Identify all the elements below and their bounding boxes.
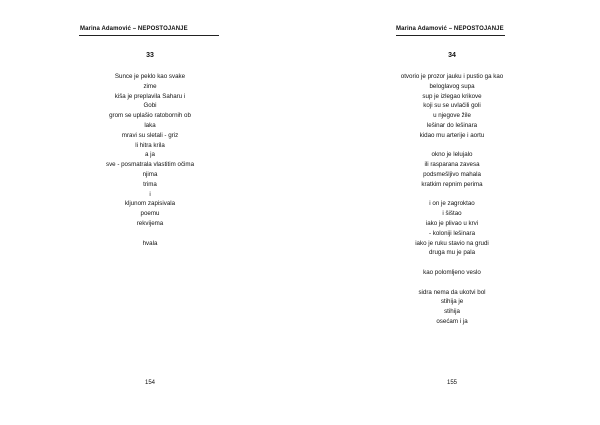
poem-line: li hitra krila	[135, 141, 165, 149]
poem-line: sup je izlegao krikove	[422, 92, 482, 100]
poem-number: 33	[146, 52, 154, 59]
poem-line	[352, 278, 552, 288]
poem-text	[50, 72, 250, 248]
poem-line: poemu	[140, 210, 160, 218]
poem-line: kljunom zapisivala	[124, 200, 176, 208]
poem-line: mravi su sletali - griz	[121, 131, 179, 139]
poem-line	[352, 190, 552, 200]
poem-line: kratkim repnim perima	[421, 180, 483, 188]
header-rule	[396, 35, 505, 36]
poem-line: laka	[144, 121, 156, 129]
right-page	[300, 0, 600, 425]
poem-line	[352, 258, 552, 268]
poem-number: 34	[448, 52, 456, 59]
poem-line: trima	[143, 180, 157, 188]
poem-line: iako je plivao u krvi	[425, 219, 479, 227]
poem-line: koji su se uvlačili goli	[423, 102, 481, 110]
running-header: Marina Adamović – NEPOSTOJANJE	[396, 26, 504, 32]
poem-line: Gobi	[143, 102, 157, 110]
poem-text	[352, 72, 552, 327]
poem-line: ili rasparana zavesa	[424, 161, 480, 169]
poem-line: kidao mu arterije i aortu	[419, 131, 485, 139]
poem-line: sidra nema da ukotvi bol	[418, 288, 486, 296]
poem-line: stihija	[444, 308, 460, 316]
poem-line: i šištao	[442, 210, 462, 218]
poem-line: stihija je	[440, 298, 464, 306]
poem-line: kiša je preplavila Saharu i	[114, 92, 186, 100]
poem-line: iako je ruku stavio na grudi	[415, 239, 489, 247]
poem-line	[50, 229, 250, 239]
poem-line: hvala	[142, 239, 158, 247]
poem-line: - koloniji lešinara	[428, 229, 476, 237]
poem-line: beloglavog supa	[429, 82, 475, 90]
poem-line: okno je lelujalo	[431, 151, 473, 159]
poem-line: i on je zagroktao	[429, 200, 475, 208]
poem-line: otvorio je prozor jauku i pustio ga kao	[400, 73, 504, 80]
header-rule	[79, 35, 219, 36]
poem-line: zime	[143, 82, 157, 90]
poem-line: njima	[142, 170, 158, 178]
page-number: 154	[144, 380, 155, 386]
poem-line: podsmešljivo mahala	[423, 170, 481, 178]
poem-line: Sunce je peklo kao svake	[114, 73, 186, 80]
poem-line: a ja	[145, 151, 155, 159]
poem-line	[352, 141, 552, 151]
poem-line: sve - posmatrala vlastitim očima	[105, 161, 195, 169]
page-number: 155	[446, 380, 457, 386]
poem-line: lešinar do lešinara	[426, 121, 478, 129]
poem-line: rekvijema	[136, 219, 164, 227]
poem-line: kao polomljeno veslo	[423, 268, 481, 276]
running-header: Marina Adamović – NEPOSTOJANJE	[80, 26, 188, 32]
poem-line: druga mu je pala	[428, 249, 476, 257]
poem-line: osećam i ja	[436, 317, 468, 325]
poem-line: grom se uplašio ratobornih ob	[109, 112, 191, 120]
poem-line: u njegove žile	[433, 112, 471, 120]
poem-line: i	[149, 190, 151, 198]
